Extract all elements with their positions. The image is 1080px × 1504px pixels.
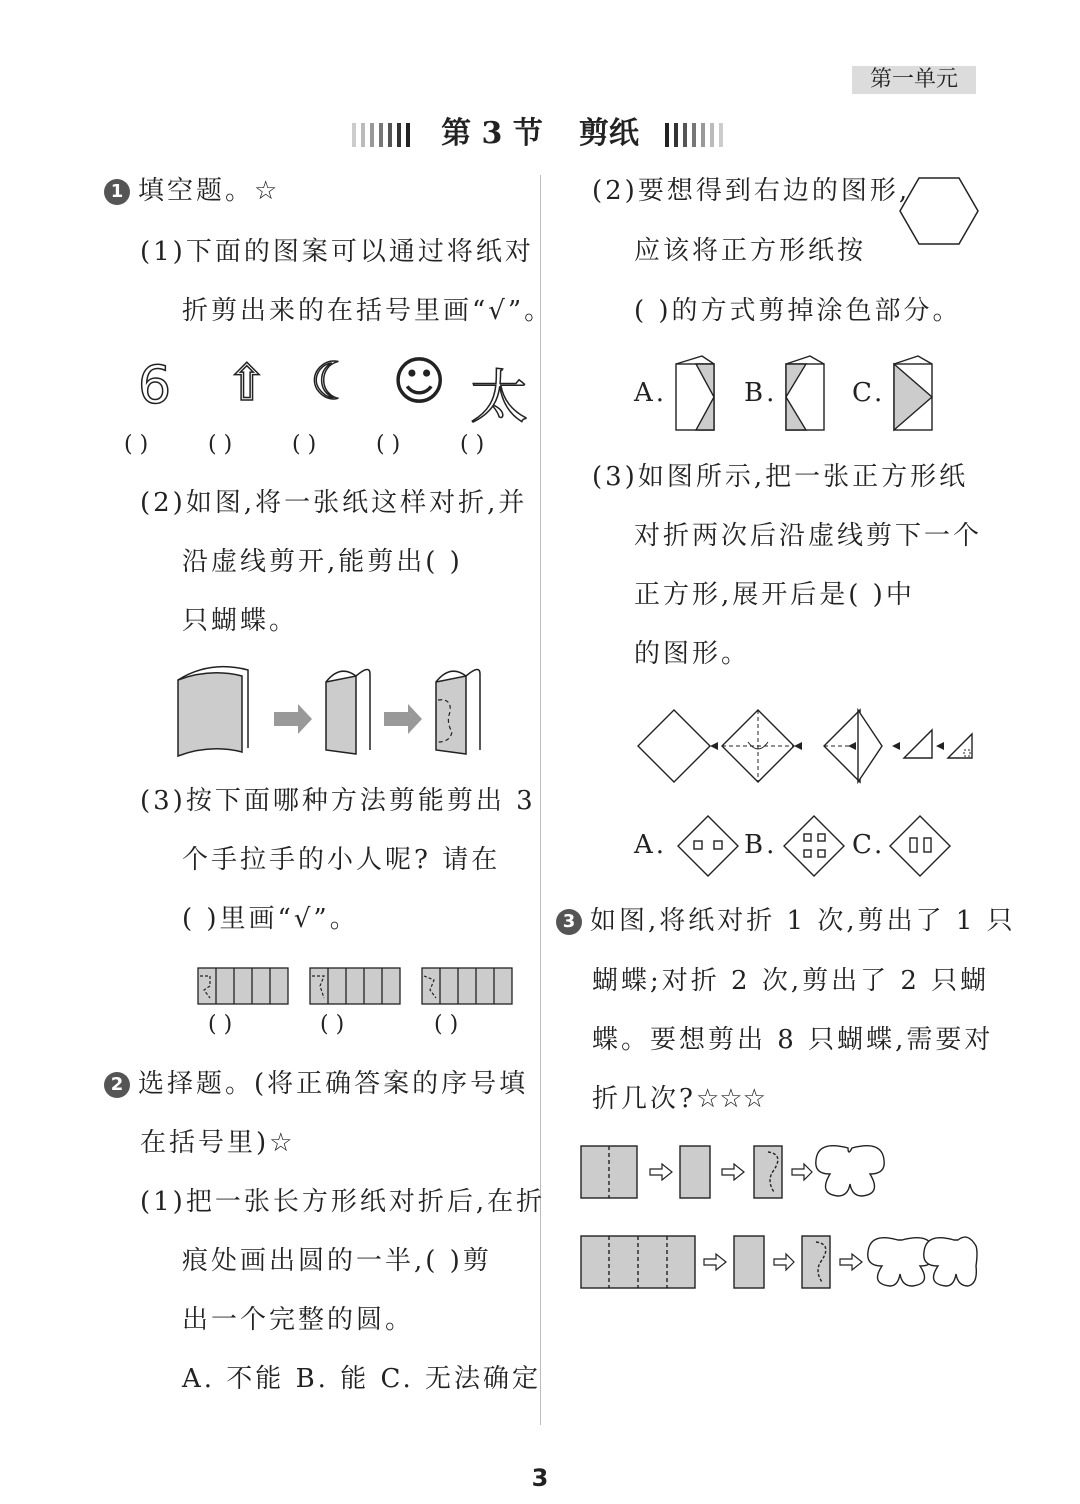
folded-strip-options — [194, 962, 514, 1008]
square-fold-sequence — [636, 706, 982, 786]
star-icon: ☆ — [254, 176, 278, 206]
q2-p3-line3: 正方形,展开后是( )中 — [634, 580, 915, 610]
section-topic: 剪纸 — [578, 116, 639, 151]
q1-heading — [104, 176, 277, 206]
stars-icon: ☆☆☆ — [695, 1084, 766, 1114]
q2-p1-line3: 出一个完整的圆。 — [182, 1305, 415, 1335]
hexagon-target-shape — [898, 176, 980, 246]
q3-text-line1: 如图,将纸对折 1 次,剪出了 1 只 — [590, 906, 1016, 936]
q1-p3-line1: (3)按下面哪种方法剪能剪出 3 — [140, 786, 536, 816]
option-c-label: C. — [852, 830, 886, 860]
butterfly-fold-diagram — [578, 1140, 980, 1302]
q2-heading — [104, 1069, 528, 1099]
q2-p1-line2: 痕处画出圆的一半,( )剪 — [182, 1246, 492, 1276]
q1-title: 填空题。 — [138, 176, 255, 206]
q3-line1 — [556, 906, 1016, 936]
q1-p2-line3: 只蝴蝶。 — [182, 606, 299, 636]
pattern-moon-icon: ☾ — [310, 352, 357, 412]
column-divider — [540, 175, 541, 1425]
q3-text-line4: 折几次? — [592, 1084, 696, 1114]
q2-title: 选择题。(将正确答案的序号填 — [138, 1069, 529, 1099]
decor-bars-right — [665, 123, 728, 147]
section-title — [0, 108, 1080, 152]
pattern-smiley-icon: ☺ — [392, 352, 447, 412]
q3-line2: 蝴蝶;对折 2 次,剪出了 2 只蝴 — [592, 966, 990, 996]
q2-number-badge: 2 — [104, 1072, 130, 1098]
q3-line4 — [592, 1084, 766, 1114]
option-a-label: A. — [634, 378, 668, 408]
q1-p1-line1: (1)下面的图案可以通过将纸对 — [140, 237, 534, 267]
answer-blank[interactable]: ( ) — [124, 432, 149, 457]
pattern-arrow-icon: ⇧ — [226, 354, 268, 412]
q2-p1-options: A. 不能 B. 能 C. 无法确定 — [182, 1364, 541, 1394]
pattern-tai-icon: 太 — [470, 363, 529, 431]
option-b-label: B. — [744, 378, 778, 408]
paper-fold-diagram — [170, 662, 500, 762]
option-b-label: B. — [744, 830, 778, 860]
answer-blank[interactable]: ( ) — [460, 432, 485, 457]
unit-tag: 第一单元 — [852, 66, 976, 94]
q1-p2-line2: 沿虚线剪开,能剪出( ) — [182, 547, 463, 577]
q1-p2-line1: (2)如图,将一张纸这样对折,并 — [140, 488, 528, 518]
q1-p3-line2: 个手拉手的小人呢? 请在 — [182, 845, 501, 875]
q2-p3-line2: 对折两次后沿虚线剪下一个 — [634, 521, 983, 551]
q2-p2-line2: 应该将正方形纸按 — [634, 236, 867, 266]
q2-p2-line1: (2)要想得到右边的图形, — [592, 176, 911, 206]
decor-bars-left — [352, 123, 415, 147]
q2-p1-line1: (1)把一张长方形纸对折后,在折 — [140, 1187, 546, 1217]
q2-title-line2 — [140, 1128, 292, 1158]
unfolded-options — [676, 814, 956, 878]
q2-title-cont: 在括号里) — [140, 1128, 270, 1158]
option-a-label: A. — [634, 830, 668, 860]
pattern-six-icon: 6 — [138, 356, 172, 416]
section-label: 第 3 节 — [441, 116, 543, 151]
q1-p1-patterns — [138, 352, 538, 431]
fold-cut-options — [672, 352, 992, 434]
answer-blank[interactable]: ( ) — [320, 1012, 345, 1037]
q2-p2-line3: ( )的方式剪掉涂色部分。 — [634, 296, 962, 326]
answer-blank[interactable]: ( ) — [208, 1012, 233, 1037]
page-number: 3 — [522, 1464, 558, 1500]
q1-p3-line3: ( )里画“√”。 — [182, 904, 359, 934]
q3-line3: 蝶。要想剪出 8 只蝴蝶,需要对 — [592, 1025, 994, 1055]
answer-blank[interactable]: ( ) — [292, 432, 317, 457]
answer-blank[interactable]: ( ) — [376, 432, 401, 457]
option-c-label: C. — [852, 378, 886, 408]
q2-p3-line4: 的图形。 — [634, 639, 751, 669]
star-icon: ☆ — [269, 1128, 293, 1158]
q2-p3-line1: (3)如图所示,把一张正方形纸 — [592, 462, 969, 492]
answer-blank[interactable]: ( ) — [434, 1012, 459, 1037]
q1-number-badge: 1 — [104, 179, 130, 205]
q1-p1-line2: 折剪出来的在括号里画“√”。 — [182, 296, 554, 326]
q3-number-badge: 3 — [556, 909, 582, 935]
answer-blank[interactable]: ( ) — [208, 432, 233, 457]
